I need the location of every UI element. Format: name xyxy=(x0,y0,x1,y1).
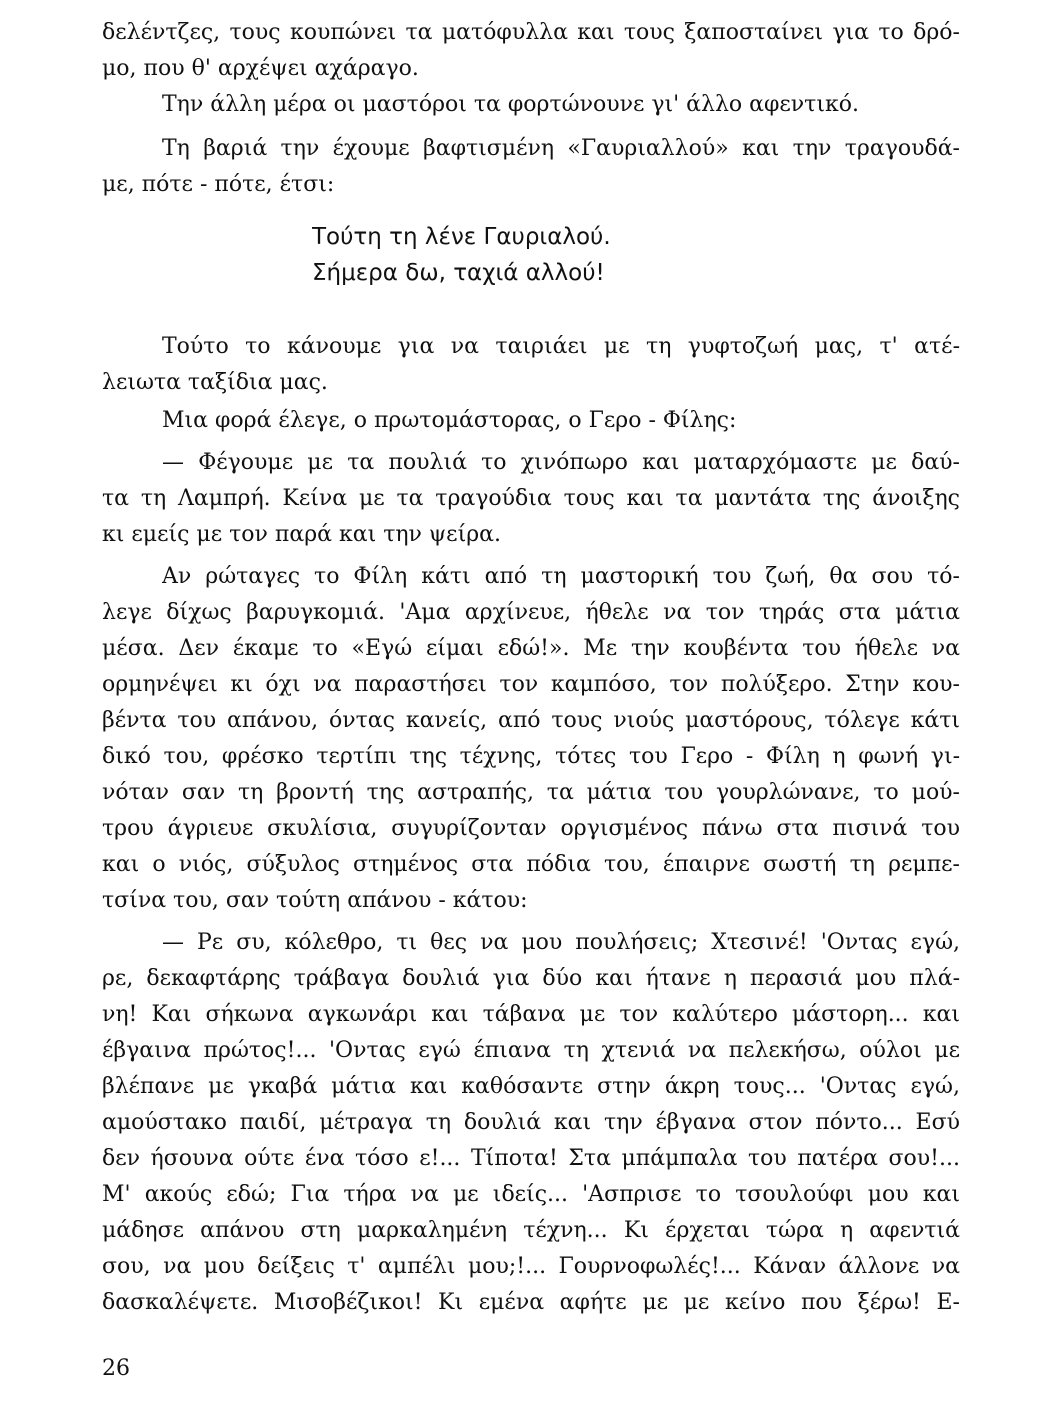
text-line: Μ' ακούς εδώ; Για τήρα να με ιδείς... 'Ασπρισε το τσουλούφι μου και xyxy=(102,1182,960,1207)
text-line: ρε, δεκαφτάρης τράβαγα δουλιά για δύο και ήτανε η περασιά μου πλά- xyxy=(102,966,960,991)
text-line: ορμηνέψει κι όχι να παραστήσει τον καμπόσο, τον πολύξερο. Στην κου- xyxy=(102,672,960,697)
text-line: Αν ρώταγες το Φίλη κάτι από τη μαστορική του ζωή, θα σου τό- xyxy=(162,564,960,589)
text-line: και ο νιός, σύξυλος στημένος στα πόδια του, έπαιρνε σωστή τη ρεμπε- xyxy=(102,852,960,877)
text-line: σου, να μου δείξεις τ' αμπέλι μου;!... Γουρνοφωλές!... Κάναν άλλονε να xyxy=(102,1254,960,1279)
text-line: Μια φορά έλεγε, ο πρωτομάστορας, ο Γερο - Φίλης: xyxy=(162,408,737,433)
text-line: δελέντζες, τους κουπώνει τα ματόφυλλα και τους ξαποσταίνει για το δρό- xyxy=(102,20,960,45)
verse-line: Σήμερα δω, ταχιά αλλού! xyxy=(312,260,605,286)
text-line: τσίνα του, σαν τούτη απάνου - κάτου: xyxy=(102,888,528,913)
text-line: με, πότε - πότε, έτσι: xyxy=(102,172,335,197)
text-line: λεγε δίχως βαρυγκομιά. 'Αμα αρχίνευε, ήθελε να τον τηράς στα μάτια xyxy=(102,600,960,625)
text-line: λειωτα ταξίδια μας. xyxy=(102,370,328,395)
text-line: τα τη Λαμπρή. Κείνα με τα τραγούδια τους και τα μαντάτα της άνοιξης xyxy=(102,486,960,511)
text-line: έβγαινα πρώτος!... 'Οντας εγώ έπιανα τη χτενιά να πελεκήσω, ούλοι με xyxy=(102,1038,960,1063)
text-line: Την άλλη μέρα οι μαστόροι τα φορτώνουνε γι' άλλο αφεντικό. xyxy=(162,92,859,117)
text-line: — Φέγουμε με τα πουλιά το χινόπωρο και ματαρχόμαστε με δαύ- xyxy=(162,450,960,475)
text-line: Τη βαριά την έχουμε βαφτισμένη «Γαυριαλλού» και την τραγουδά- xyxy=(162,136,960,161)
text-line: δασκαλέψετε. Μισοβέζικοι! Κι εμένα αφήτε με με κείνο που ξέρω! Ε- xyxy=(102,1290,960,1315)
text-line: αμούστακο παιδί, μέτραγα τη δουλιά και την έβγανα στον πόντο... Εσύ xyxy=(102,1110,960,1135)
text-line: βέντα του απάνου, όντας κανείς, από τους νιούς μαστόρους, τόλεγε κάτι xyxy=(102,708,960,733)
text-line: δεν ήσουνα ούτε ένα τόσο ε!... Τίποτα! Στα μπάμπαλα του πατέρα σου!... xyxy=(102,1146,960,1171)
page-number: 26 xyxy=(102,1356,130,1381)
text-line: βλέπανε με γκαβά μάτια και καθόσαντε στην άκρη τους... 'Οντας εγώ, xyxy=(102,1074,960,1099)
text-line: μάδησε απάνου στη μαρκαλημένη τέχνη... Κι έρχεται τώρα η αφεντιά xyxy=(102,1218,960,1243)
text-line: τρου άγριευε σκυλίσια, συγυρίζονταν οργισμένος πάνω στα πισινά του xyxy=(102,816,960,841)
text-line: νη! Και σήκωνα αγκωνάρι και τάβανα με τον καλύτερο μάστορη... και xyxy=(102,1002,960,1027)
verse-line: Τούτη τη λένε Γαυριαλού. xyxy=(312,224,611,250)
text-line: Τούτο το κάνουμε για να ταιριάει με τη γυφτοζωή μας, τ' ατέ- xyxy=(162,334,960,359)
text-line: μο, που θ' αρχέψει αχάραγο. xyxy=(102,56,419,81)
text-line: μέσα. Δεν έκαμε το «Εγώ είμαι εδώ!». Με την κουβέντα του ήθελε να xyxy=(102,636,960,661)
text-line: κι εμείς με τον παρά και την ψείρα. xyxy=(102,522,501,547)
text-line: νόταν σαν τη βροντή της αστραπής, τα μάτια του γουρλώνανε, το μού- xyxy=(102,780,960,805)
text-line: — Ρε συ, κόλεθρο, τι θες να μου πουλήσεις; Χτεσινέ! 'Οντας εγώ, xyxy=(162,930,960,955)
text-line: δικό του, φρέσκο τερτίπι της τέχνης, τότες του Γερο - Φίλη η φωνή γι- xyxy=(102,744,960,769)
